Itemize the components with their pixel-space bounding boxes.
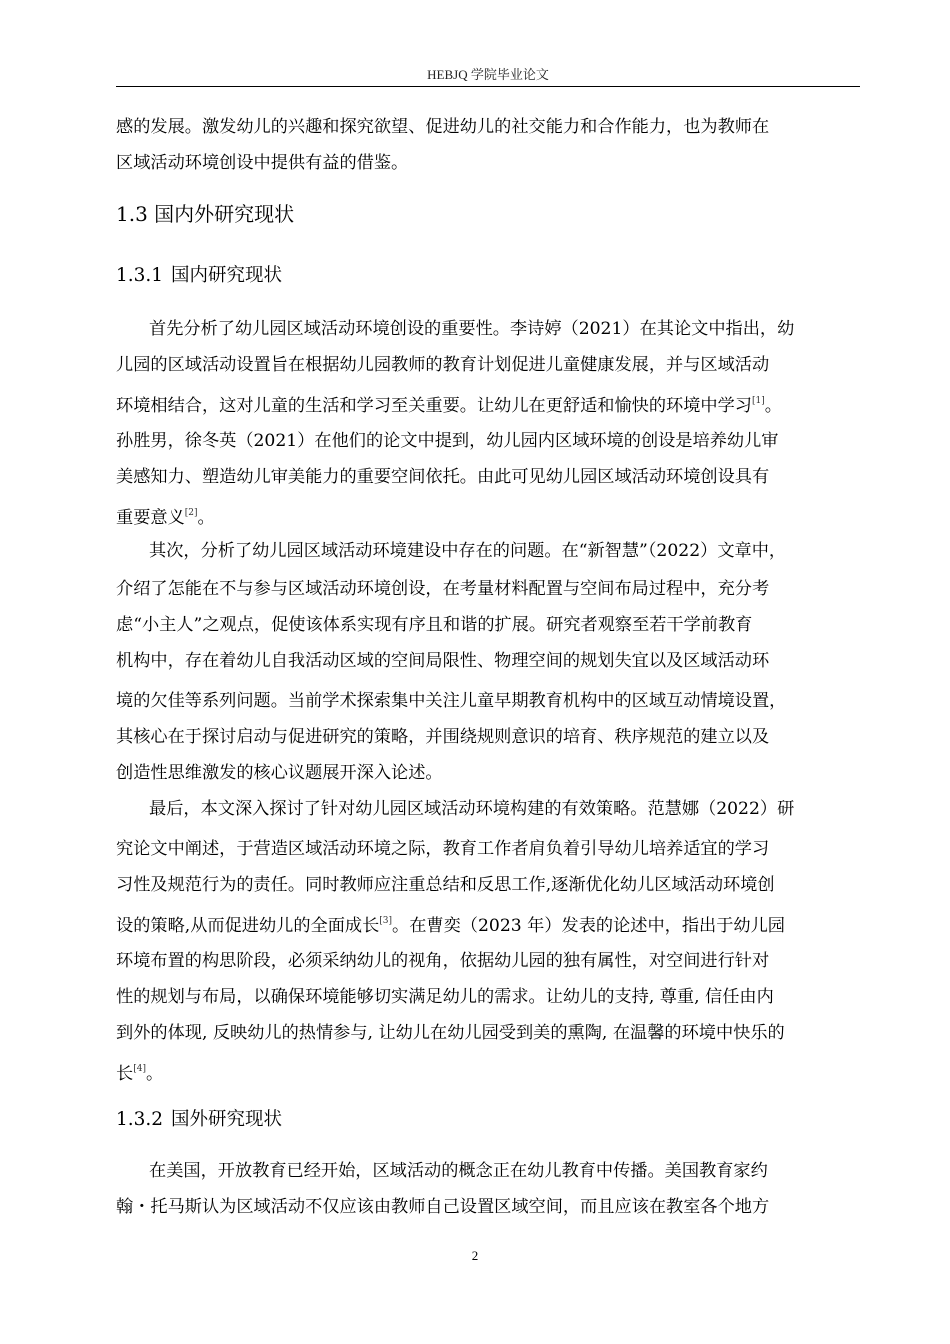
intro-line: 区域活动环境创设中提供有益的借鉴。: [116, 153, 409, 173]
paragraph-line: 设的策略,从而促进幼儿的全面成长[3]。在曹奕（2023 年）发表的论述中，指出于幼儿园: [116, 916, 785, 936]
paragraph-line: 创造性思维激发的核心议题展开深入论述。: [116, 763, 443, 783]
paragraph-line: 儿园的区域活动设置旨在根据幼儿园教师的教育计划促进儿童健康发展，并与区域活动: [116, 355, 770, 375]
page-number: 2: [471, 1248, 479, 1263]
paragraph-line: 性的规划与布局，以确保环境能够切实满足幼儿的需求。让幼儿的支持, 尊重, 信任由内: [116, 987, 774, 1007]
paragraph-line: 重要意义[2]。: [116, 508, 215, 528]
paragraph-line: 介绍了怎能在不与参与区域活动环境创设，在考量材料配置与空间布局过程中，充分考: [116, 579, 770, 599]
subsection-heading-foreign: [116, 1108, 282, 1132]
paragraph-line: 究论文中阐述，于营造区域活动环境之际，教育工作者肩负着引导幼儿培养适宜的学习: [116, 839, 770, 859]
paragraph-line: 机构中，存在着幼儿自我活动区域的空间局限性、物理空间的规划失宜以及区域活动环: [116, 651, 770, 671]
intro-line: 感的发展。激发幼儿的兴趣和探究欲望、促进幼儿的社交能力和合作能力，也为教师在: [116, 117, 770, 137]
citation-ref[interactable]: [1]: [751, 396, 765, 406]
paragraph-line: 在美国，开放教育已经开始，区域活动的概念正在幼儿教育中传播。美国教育家约: [149, 1161, 768, 1181]
citation-ref[interactable]: [4]: [133, 1064, 146, 1074]
paragraph-line: 孙胜男，徐冬英（2021）在他们的论文中提到，幼儿园内区域环境的创设是培养幼儿审: [116, 431, 779, 451]
subsection-title: 国外研究现状: [171, 1109, 283, 1130]
paragraph-line: 习性及规范行为的责任。同时教师应注重总结和反思工作,逐渐优化幼儿区域活动环境创: [116, 875, 775, 895]
paragraph-line: 最后，本文深入探讨了针对幼儿园区域活动环境构建的有效策略。范慧娜（2022）研: [149, 799, 795, 819]
paragraph-line: 其核心在于探讨启动与促进研究的策略，并围绕规则意识的培育、秩序规范的建立以及: [116, 727, 770, 747]
paragraph-line: 虑“小主人”之观点，促使该体系实现有序且和谐的扩展。研究者观察至若干学前教育: [116, 615, 753, 635]
paragraph-line: 境的欠佳等系列问题。当前学术探索集中关注儿童早期教育机构中的区域互动情境设置，: [116, 691, 787, 711]
subsection-title: 国内研究现状: [171, 265, 283, 286]
citation-ref[interactable]: [3]: [379, 916, 393, 926]
paragraph-line: 到外的体现, 反映幼儿的热情参与, 让幼儿在幼儿园受到美的熏陶, 在温馨的环境中快乐的: [116, 1023, 785, 1043]
citation-ref[interactable]: [2]: [184, 508, 198, 518]
paragraph-line: 长[4]。: [116, 1064, 164, 1084]
paragraph-line: 美感知力、塑造幼儿审美能力的重要空间依托。由此可见幼儿园区域活动环境创设具有: [116, 467, 770, 487]
paragraph-line: 首先分析了幼儿园区域活动环境创设的重要性。李诗婷（2021）在其论文中指出，幼: [149, 319, 795, 339]
section-heading: 1.3 国内外研究现状: [116, 202, 295, 226]
paragraph-line: 环境相结合，这对儿童的生活和学习至关重要。让幼儿在更舒适和愉快的环境中学习[1]。: [116, 396, 782, 416]
paragraph-line: 环境布置的构思阶段，必须采纳幼儿的视角，依据幼儿园的独有属性，对空间进行针对: [116, 951, 770, 971]
paragraph-line: 其次，分析了幼儿园区域活动环境建设中存在的问题。在“新智慧”（2022）文章中，: [149, 541, 787, 561]
subsection-number: 1.3.2: [116, 1109, 164, 1130]
subsection-heading-domestic: [116, 264, 282, 288]
subsection-number: 1.3.1: [116, 265, 164, 286]
page-header: HEBJQ 学院毕业论文: [427, 67, 549, 82]
paragraph-line: 翰・托马斯认为区域活动不仅应该由教师自己设置区域空间，而且应该在教室各个地方: [116, 1197, 770, 1217]
header-rule: [116, 86, 860, 87]
